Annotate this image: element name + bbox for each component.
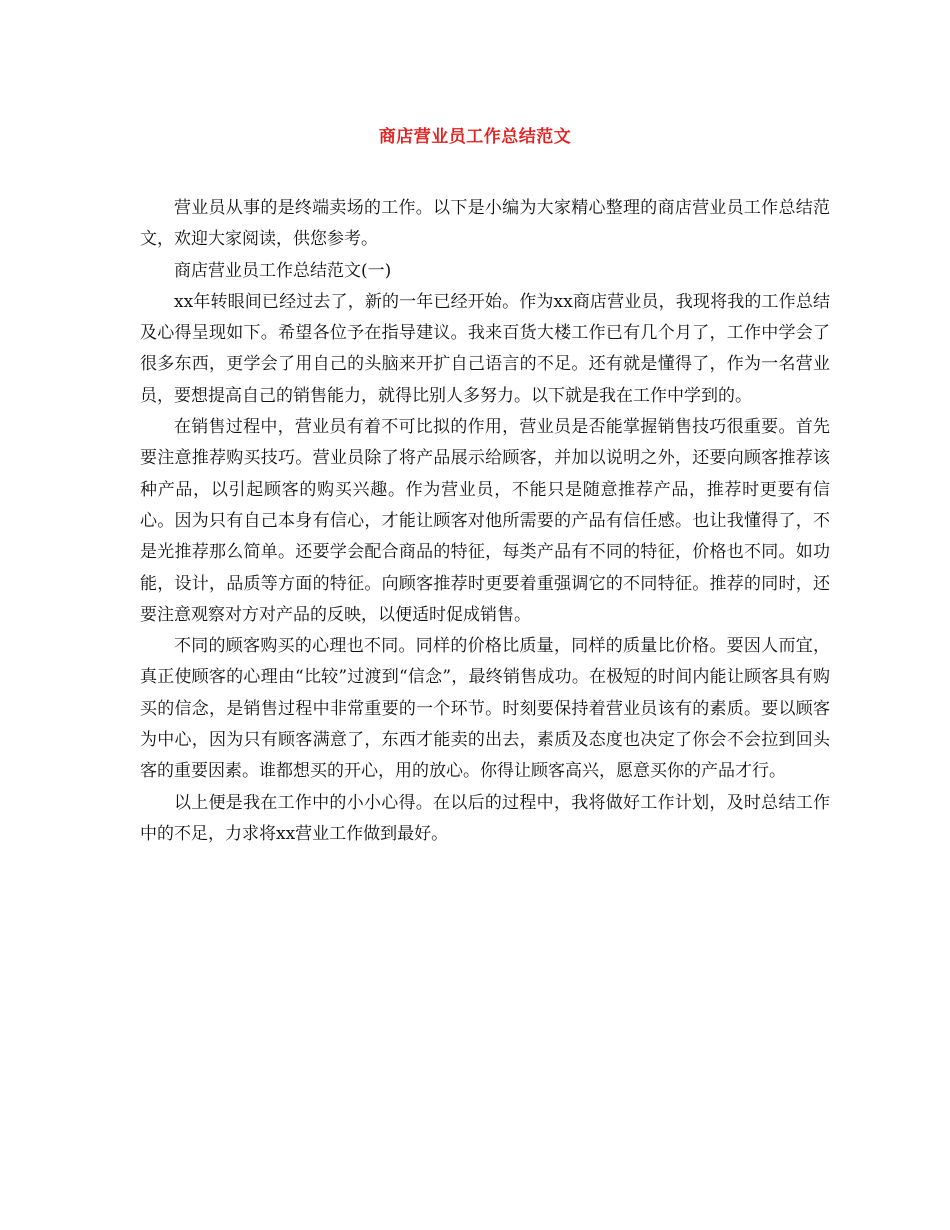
document-body <box>140 193 830 850</box>
paragraph-summary: xx年转眼间已经过去了，新的一年已经开始。作为xx商店营业员，我现将我的工作总结及心得呈现如下。希望各位予在指导建议。我来百货大楼工作已有几个月了，工作中学会了很多东西，更学会了用自己的头脑来开扩自己语言的不足。还有就是懂得了，作为一名营业员，要想提高自己的销售能力，就得比别人多努力。以下就是我在工作中学到的。 <box>140 291 830 406</box>
section-heading: 商店营业员工作总结范文(一) <box>174 260 392 281</box>
paragraph-customer-psychology: 不同的顾客购买的心理也不同。同样的价格比质量，同样的质量比价格。要因人而宜，真正使顾客的心理由“比较”过渡到“信念”，最终销售成功。在极短的时间内能让顾客具有购买的信念，是销售过程中非常重要的一个环节。时刻要保持着营业员该有的素质。要以顾客为中心，因为只有顾客满意了，东西才能卖的出去，素质及态度也决定了你会不会拉到回头客的重要因素。谁都想买的开心，用的放心。你得让顾客高兴，愿意买你的产品才行。 <box>140 636 830 782</box>
paragraph-intro: 营业员从事的是终端卖场的工作。以下是小编为大家精心整理的商店营业员工作总结范文，欢迎大家阅读，供您参考。 <box>140 198 830 250</box>
paragraph-sales-process: 在销售过程中，营业员有着不可比拟的作用，营业员是否能掌握销售技巧很重要。首先要注意推荐购买技巧。营业员除了将产品展示给顾客，并加以说明之外，还要向顾客推荐该种产品，以引起顾客的购买兴趣。作为营业员，不能只是随意推荐产品，推荐时更要有信心。因为只有自己本身有信心，才能让顾客对他所需要的产品有信任感。也让我懂得了，不是光推荐那么简单。还要学会配合商品的特征，每类产品有不同的特征，价格也不同。如功能，设计，品质等方面的特征。向顾客推荐时更要着重强调它的不同特征。推荐的同时，还要注意观察对方对产品的反映，以便适时促成销售。 <box>140 417 830 625</box>
paragraph-conclusion: 以上便是我在工作中的小小心得。在以后的过程中，我将做好工作计划，及时总结工作中的不足，力求将xx营业工作做到最好。 <box>140 792 830 844</box>
document-title: 商店营业员工作总结范文 <box>378 127 572 147</box>
